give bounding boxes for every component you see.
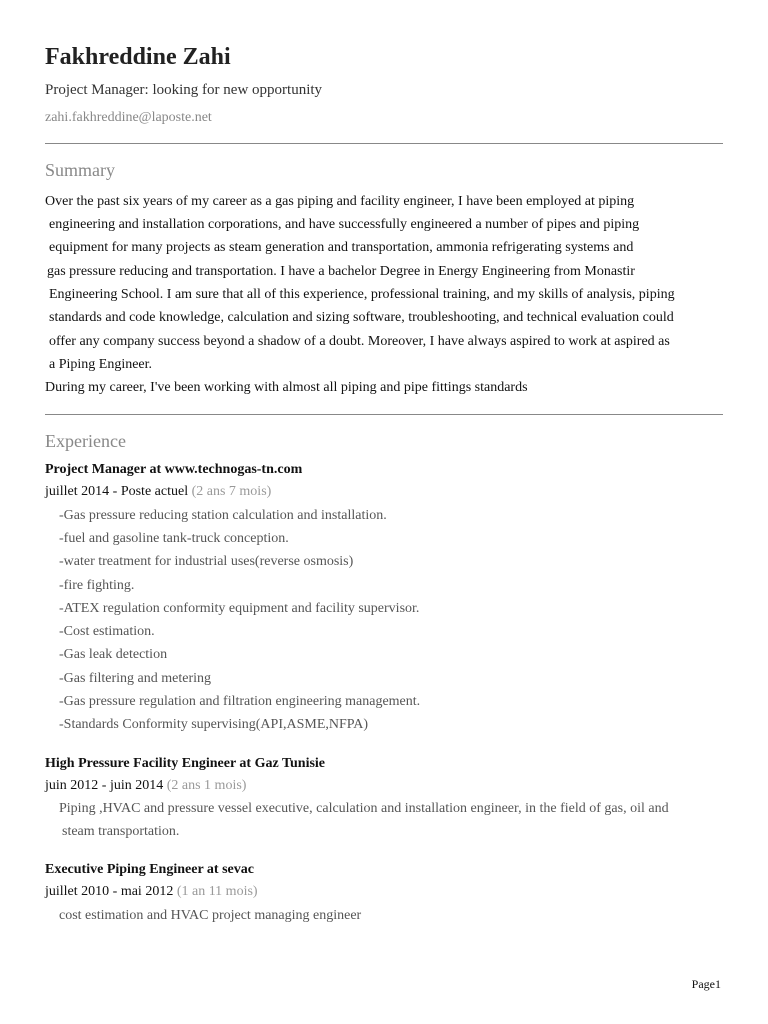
- job-item: -Standards Conformity supervising(API,ASME,NFPA): [59, 717, 369, 732]
- page-number: Page1: [691, 977, 721, 991]
- summary-line: engineering and installation corporations, and have successfully engineered a number of pipes and piping: [49, 217, 640, 232]
- job-dates: [45, 484, 271, 500]
- job-duration: (1 an 11 mois): [176, 884, 258, 899]
- job-item: -Gas pressure regulation and filtration engineering management.: [59, 694, 421, 709]
- job-item: Piping ,HVAC and pressure vessel executive, calculation and installation engineer, in the field of gas, oil and: [59, 801, 669, 816]
- job-duration: (2 ans 7 mois): [191, 484, 272, 499]
- job-item: -Gas leak detection: [59, 647, 168, 662]
- job-item: -fire fighting.: [59, 578, 135, 593]
- email-address: zahi.fakhreddine@laposte.net: [45, 110, 212, 125]
- job-title: High Pressure Facility Engineer at Gaz Tunisie: [45, 756, 326, 771]
- summary-line: standards and code knowledge, calculation and sizing software, troubleshooting, and technical evaluation could: [49, 310, 674, 325]
- summary-line: offer any company success beyond a shadow of a doubt. Moreover, I have always aspired to work at aspired as: [49, 334, 670, 349]
- summary-line: During my career, I've been working with almost all piping and pipe fittings standards: [45, 380, 528, 395]
- summary-line: equipment for many projects as steam generation and transportation, ammonia refrigerating systems and: [49, 240, 634, 255]
- job-date-range: juillet 2014 - Poste actuel: [45, 484, 189, 499]
- divider: [45, 414, 723, 415]
- job-title: Project Manager at www.technogas-tn.com: [45, 462, 303, 477]
- job-item: -fuel and gasoline tank-truck conception.: [59, 531, 289, 546]
- summary-line: Over the past six years of my career as a gas piping and facility engineer, I have been employed at piping: [45, 194, 635, 209]
- candidate-name: Fakhreddine Zahi: [45, 44, 231, 70]
- job-dates: [45, 884, 258, 900]
- job-item: steam transportation.: [62, 824, 180, 839]
- job-item: -Gas pressure reducing station calculation and installation.: [59, 508, 387, 523]
- summary-line: a Piping Engineer.: [49, 357, 153, 372]
- summary-line: Engineering School. I am sure that all of this experience, professional training, and my skills of analysis, piping: [49, 287, 675, 302]
- job-item: -Cost estimation.: [59, 624, 155, 639]
- job-item: cost estimation and HVAC project managing engineer: [59, 908, 362, 923]
- headline: Project Manager: looking for new opportunity: [45, 82, 323, 98]
- divider: [45, 143, 723, 144]
- job-date-range: juin 2012 - juin 2014: [45, 778, 164, 793]
- job-date-range: juillet 2010 - mai 2012: [45, 884, 174, 899]
- job-item: -ATEX regulation conformity equipment and facility supervisor.: [59, 601, 420, 616]
- job-title: Executive Piping Engineer at sevac: [45, 862, 254, 877]
- job-item: -water treatment for industrial uses(reverse osmosis): [59, 554, 354, 569]
- experience-heading: Experience: [45, 431, 126, 451]
- summary-heading: Summary: [45, 160, 115, 180]
- job-item: -Gas filtering and metering: [59, 671, 212, 686]
- job-duration: (2 ans 1 mois): [166, 778, 247, 793]
- job-dates: [45, 778, 246, 794]
- summary-line: gas pressure reducing and transportation. I have a bachelor Degree in Energy Engineering from Monastir: [47, 264, 635, 279]
